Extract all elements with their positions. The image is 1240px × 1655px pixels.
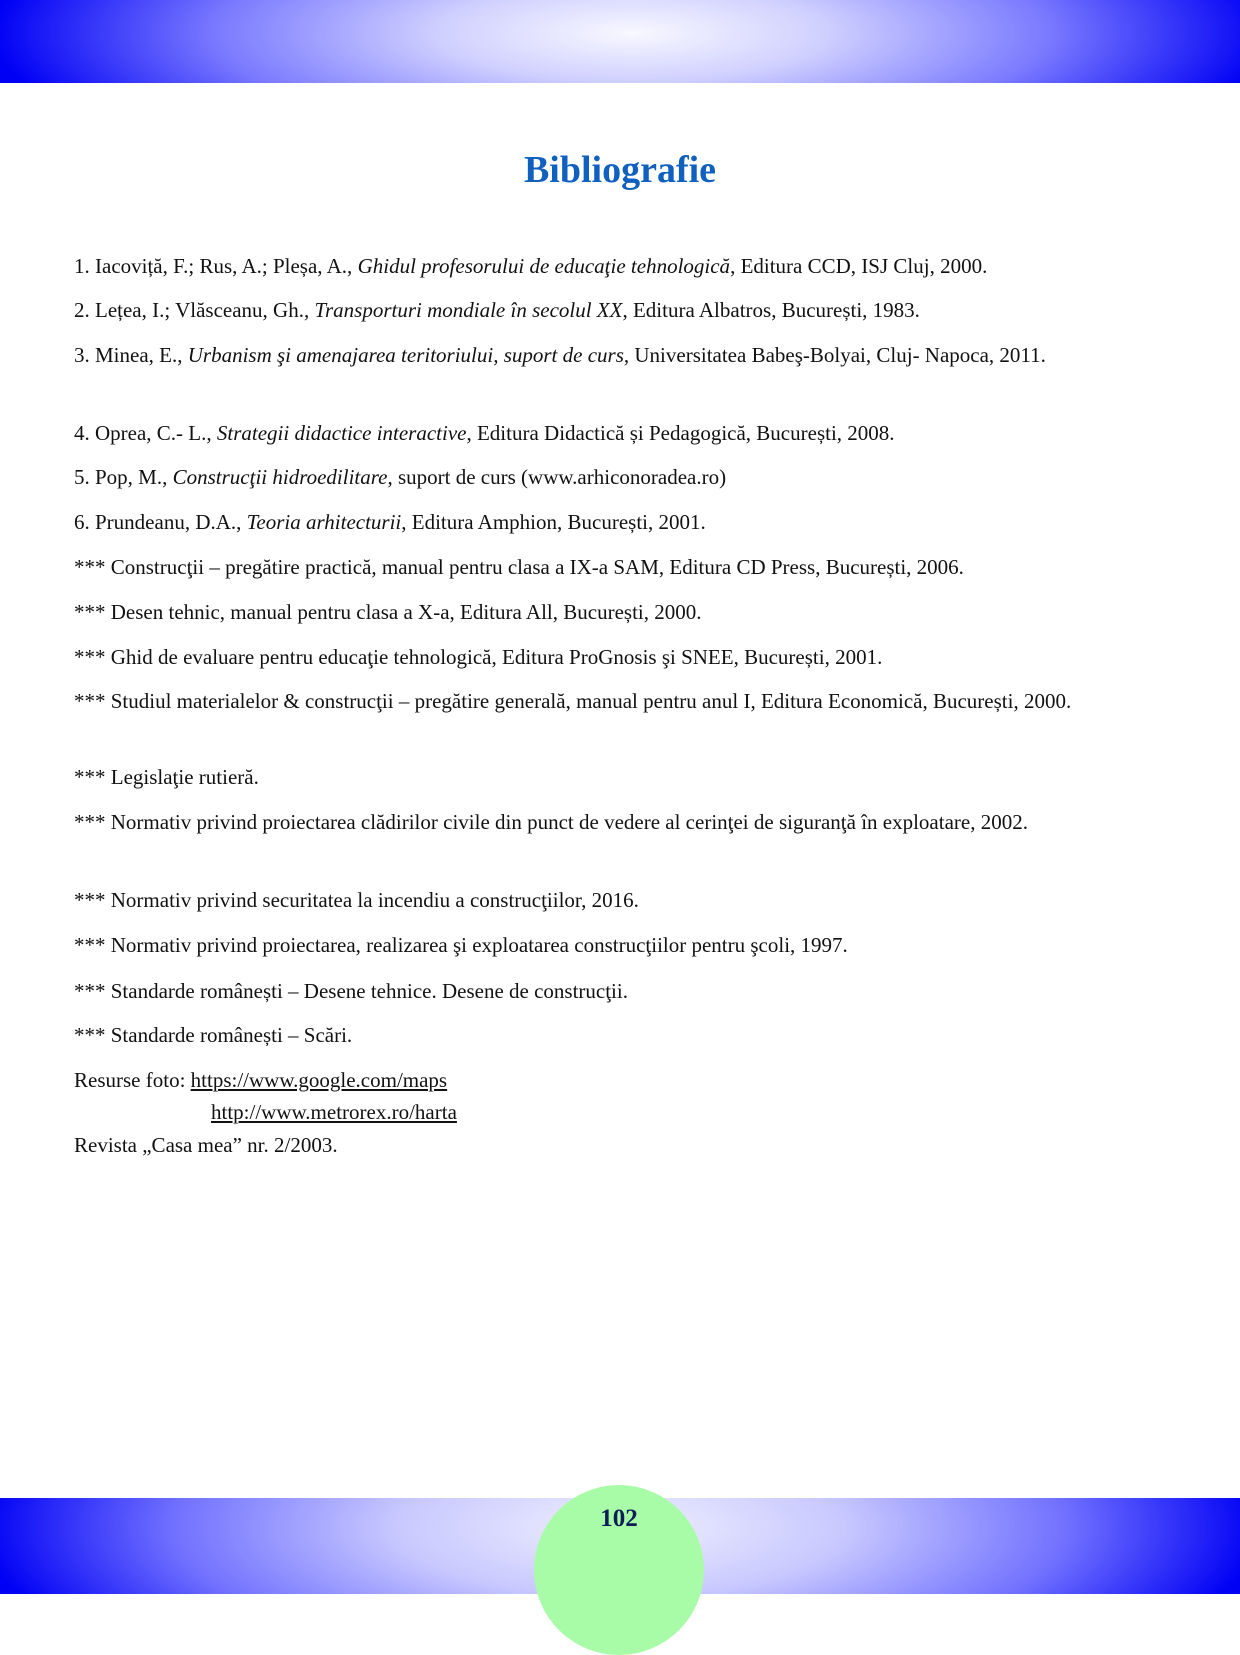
- header-band: [0, 0, 1240, 83]
- entry-text: *** Construcţii – pregătire practică, manual pentru clasa a IX-a SAM, Editura CD Press, București, 2006.: [74, 555, 964, 579]
- page-title: Bibliografie: [523, 149, 717, 191]
- magazine-reference: Revista „Casa mea” nr. 2/2003.: [74, 1133, 338, 1157]
- entry-text: *** Desen tehnic, manual pentru clasa a X-a, Editura All, București, 2000.: [74, 600, 702, 624]
- entry-text: *** Normativ privind proiectarea, realizarea şi exploatarea construcţiilor pentru şcoli, 1997.: [74, 933, 848, 957]
- entry-text: *** Legislaţie rutieră.: [74, 765, 259, 789]
- bibliography-entry: [74, 884, 1168, 916]
- bibliography-entry: [74, 339, 1168, 371]
- entry-text: *** Standarde românești – Scări.: [74, 1023, 353, 1047]
- bibliography-entry: [74, 250, 1168, 282]
- entry-text: , Editura Albatros, București, 1983.: [622, 298, 920, 322]
- bibliography-entry: [74, 975, 1168, 1007]
- entry-text: , Universitatea Babeş-Bolyai, Cluj- Napoca, 2011.: [623, 343, 1046, 367]
- bibliography-entry: [74, 551, 1168, 583]
- work-title: Urbanism şi amenajarea teritoriului, suport de curs: [187, 343, 624, 367]
- work-title: Transporturi mondiale în secolul XX: [314, 298, 623, 322]
- metrorex-link[interactable]: http://www.metrorex.ro/harta: [211, 1100, 457, 1124]
- entry-text: , Editura Didactică și Pedagogică, București, 2008.: [466, 421, 895, 445]
- google-maps-link[interactable]: https://www.google.com/maps: [190, 1068, 448, 1092]
- work-title: Strategii didactice interactive: [216, 421, 467, 445]
- entry-text: 2. Lețea, I.; Vlăsceanu, Gh.,: [74, 298, 315, 322]
- entry-text: *** Normativ privind proiectarea clădirilor civile din punct de vedere al cerinţei de siguranţă în exploatare, 2002.: [74, 810, 1028, 834]
- entry-text: , suport de curs (www.arhiconoradea.ro): [387, 465, 727, 489]
- bibliography-entry: [74, 761, 1168, 793]
- entry-text: *** Studiul materialelor & construcţii – pregătire generală, manual pentru anul I, Editura Economică, București, 2000.: [74, 689, 1072, 713]
- bibliography-entry: [74, 806, 1168, 838]
- bibliography-entry: [74, 506, 1168, 538]
- bibliography-entry: [74, 685, 1168, 717]
- bibliography-entry: [74, 929, 1168, 961]
- page-number: 102: [600, 1505, 638, 1532]
- entry-text: 4. Oprea, C.- L.,: [74, 421, 217, 445]
- entry-text: *** Standarde românești – Desene tehnice. Desene de construcţii.: [74, 979, 628, 1003]
- entry-text: , Editura CCD, ISJ Cluj, 2000.: [730, 254, 988, 278]
- resources-label: Resurse foto:: [74, 1068, 191, 1092]
- entry-text: *** Normativ privind securitatea la incendiu a construcţiilor, 2016.: [74, 888, 639, 912]
- bibliography-entry: [74, 1019, 1168, 1051]
- bibliography-entry: [74, 294, 1168, 326]
- metrorex-line: [211, 1096, 457, 1128]
- entry-text: 1. Iacoviță, F.; Rus, A.; Pleșa, A.,: [74, 254, 358, 278]
- work-title: Construcţii hidroedilitare: [172, 465, 388, 489]
- photo-resources: [74, 1064, 1168, 1096]
- bibliography-entry: [74, 417, 1168, 449]
- entry-text: 3. Minea, E.,: [74, 343, 188, 367]
- bibliography-entry: [74, 641, 1168, 673]
- work-title: Ghidul profesorului de educaţie tehnologică: [357, 254, 731, 278]
- entry-text: 5. Pop, M.,: [74, 465, 173, 489]
- bibliography-entry: [74, 596, 1168, 628]
- bibliography-entry: [74, 461, 1168, 493]
- entry-text: *** Ghid de evaluare pentru educaţie tehnologică, Editura ProGnosis şi SNEE, București, 2001.: [74, 645, 883, 669]
- entry-text: , Editura Amphion, București, 2001.: [401, 510, 706, 534]
- work-title: Teoria arhitecturii: [246, 510, 402, 534]
- entry-text: 6. Prundeanu, D.A.,: [74, 510, 247, 534]
